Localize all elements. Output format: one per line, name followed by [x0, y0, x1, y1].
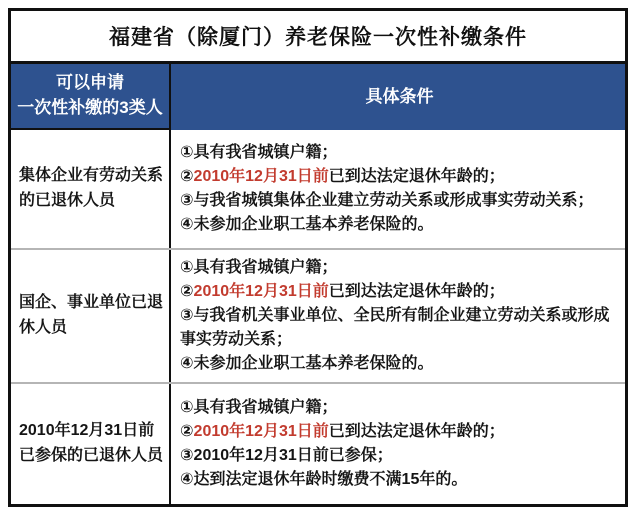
- condition-line: [180, 213, 619, 237]
- table-row: [11, 130, 625, 250]
- condition-line: [180, 396, 619, 420]
- condition-date-highlight: 2010年12月31日前: [193, 423, 329, 440]
- pension-conditions-table: [8, 8, 628, 507]
- condition-date-highlight: 2010年12月31日前: [193, 283, 329, 300]
- condition-text: ①具有我省城镇户籍；: [180, 399, 338, 416]
- conditions-cell: [171, 250, 625, 382]
- condition-line: [180, 444, 619, 468]
- header-conditions-label: 具体条件: [365, 86, 434, 106]
- condition-line: [180, 141, 619, 165]
- condition-line: [180, 165, 619, 189]
- conditions-cell: [171, 384, 625, 504]
- category-label: 集体企业有劳动关系的已退休人员: [19, 167, 164, 209]
- condition-text: 已到达法定退休年龄的；: [328, 423, 505, 440]
- category-label: 2010年12月31日前已参保的已退休人员: [19, 422, 164, 464]
- condition-line: [180, 280, 619, 304]
- condition-line: [180, 420, 619, 444]
- condition-text: ④达到法定退休年龄时缴费不满15年的。: [180, 471, 468, 488]
- condition-line: [180, 352, 619, 376]
- condition-line: [180, 468, 619, 492]
- condition-text: ②: [180, 423, 194, 440]
- table-row: [11, 384, 625, 504]
- category-cell: [11, 384, 171, 504]
- page-title: 福建省（除厦门）养老保险一次性补缴条件: [109, 26, 527, 49]
- condition-text: ③与我省机关事业单位、全民所有制企业建立劳动关系或形成事实劳动关系；: [180, 307, 610, 348]
- conditions-cell: [171, 130, 625, 248]
- condition-text: ③与我省城镇集体企业建立劳动关系或形成事实劳动关系；: [180, 192, 594, 209]
- table-row: [11, 250, 625, 384]
- category-label: 国企、事业单位已退休人员: [19, 294, 164, 336]
- condition-text: ②: [180, 168, 194, 185]
- category-cell: [11, 250, 171, 382]
- header-cell-categories: [11, 64, 171, 130]
- condition-text: 已到达法定退休年龄的；: [328, 283, 505, 300]
- condition-text: 已到达法定退休年龄的；: [328, 168, 505, 185]
- condition-text: ④未参加企业职工基本养老保险的。: [180, 355, 434, 372]
- category-cell: [11, 130, 171, 248]
- table-header-row: [11, 64, 625, 130]
- condition-text: ④未参加企业职工基本养老保险的。: [180, 216, 434, 233]
- header-categories-line1: 可以申请: [56, 73, 124, 93]
- header-categories-line2: 一次性补缴的3类人: [17, 98, 163, 117]
- condition-text: ①具有我省城镇户籍；: [180, 144, 338, 161]
- condition-line: [180, 256, 619, 280]
- condition-text: ③2010年12月31日前已参保；: [180, 447, 393, 464]
- table-title-bar: [11, 11, 625, 64]
- condition-text: ①具有我省城镇户籍；: [180, 259, 338, 276]
- condition-line: [180, 304, 619, 352]
- header-cell-conditions: [171, 64, 625, 130]
- condition-line: [180, 189, 619, 213]
- condition-date-highlight: 2010年12月31日前: [193, 168, 329, 185]
- condition-text: ②: [180, 283, 194, 300]
